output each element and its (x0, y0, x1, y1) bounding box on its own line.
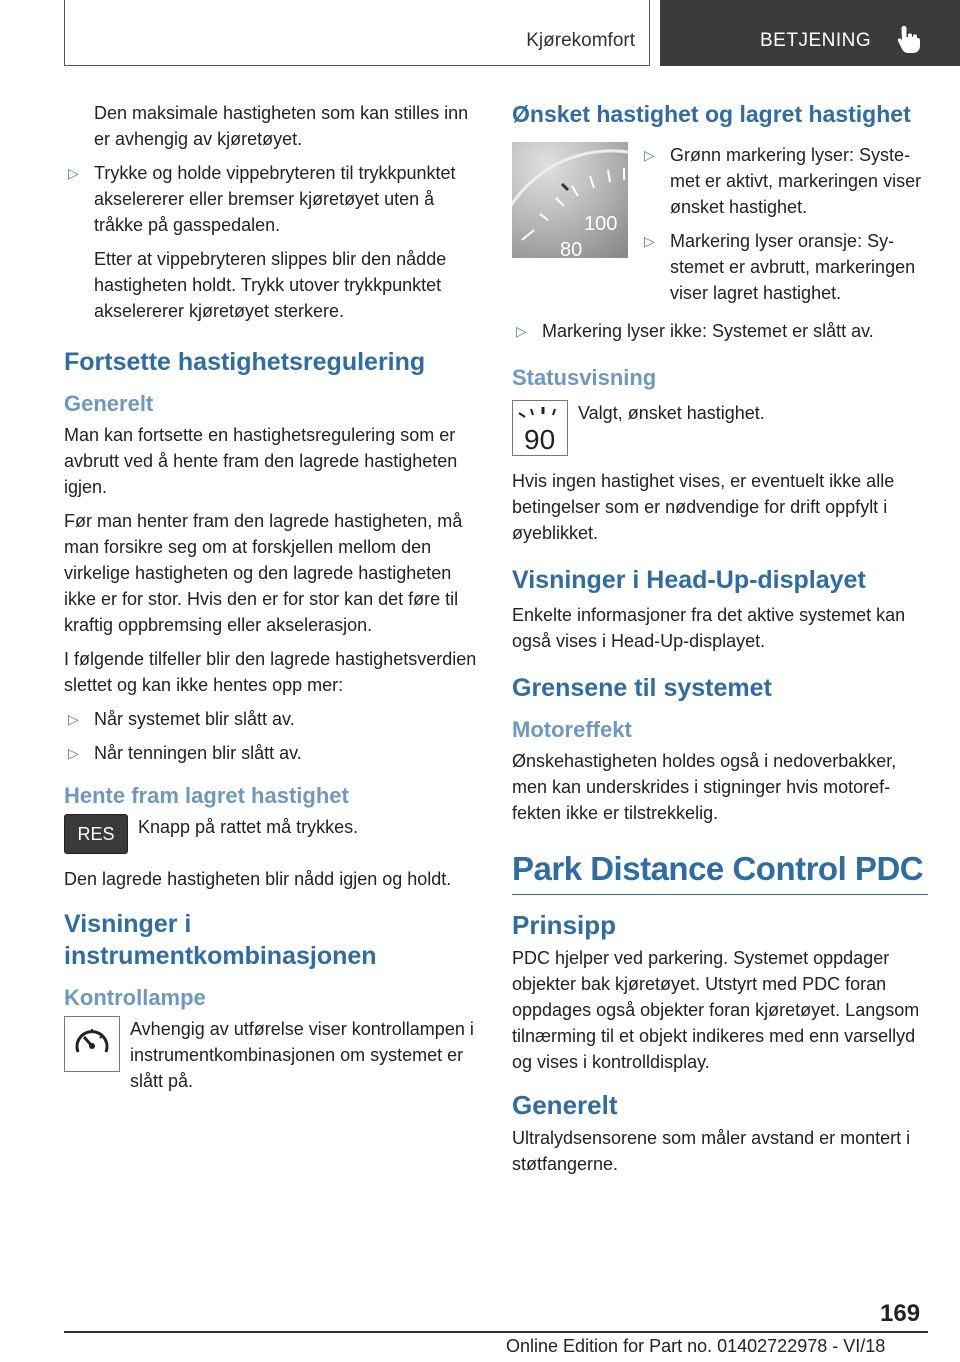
footer-divider (64, 1331, 928, 1333)
paragraph: Ønskehastigheten holdes også i nedoverbakker, men kan underskrides i stigninger hvis motoreffekten ikke er tilstrekkelig. (512, 751, 897, 823)
bullet-item (64, 160, 480, 238)
paragraph: Den maksimale hastigheten som kan stilles inn er avhengig av kjøretøyet. (94, 103, 469, 149)
bullet-item (64, 740, 480, 766)
bullet-item (640, 228, 928, 306)
res-label: RES (77, 823, 115, 844)
paragraph: Enkelte informasjoner fra det aktive systemet kan også vises i Head-Up-displayet. (512, 605, 906, 651)
bullet-text: Markering lyser ikke: Systemet er slått av. (542, 321, 874, 341)
status-text: Valgt, ønsket hastighet. (578, 403, 765, 423)
paragraph: Hvis ingen hastighet vises, er eventuelt ikke alle betingelser som er nødvendige for drift oppfylt i øyeblikket. (512, 471, 895, 543)
res-text: Knapp på rattet må trykkes. (138, 817, 359, 837)
paragraph: I følgende tilfeller blir den lagrede hastighetsverdien slettet og kan ikke hentes opp mer: (64, 649, 477, 695)
heading-pdc: Park Distance Control PDC (512, 848, 928, 895)
hand-pointer-icon (896, 24, 922, 54)
heading-kontrollampe: Kontrollampe (64, 985, 206, 1010)
triangle-bullet-icon: ▷ (68, 745, 79, 761)
bullet-text: Når tenningen blir slått av. (94, 743, 302, 763)
kontrollampe-text: Avhengig av utførelse viser kontrollampen i instrumentkombinasjonen om systemet er slått på. (130, 1019, 474, 1091)
bullet-item (64, 706, 480, 732)
heading-fortsette: Fortsette hastighetsregulering (64, 348, 426, 376)
page-number: 169 (880, 1300, 921, 1327)
heading-hud: Visninger i Head-Up-displayet (512, 566, 866, 594)
status-row (512, 400, 928, 456)
heading-generelt-pdc: Generelt (512, 1090, 618, 1120)
speed-status-icon (512, 400, 568, 456)
gauge-label-80: 80 (560, 239, 583, 258)
triangle-bullet-icon: ▷ (68, 165, 79, 181)
heading-onsket: Ønsket hastighet og lagret hastighet (512, 101, 911, 127)
bullet-text: Markering lyser oransje: Systemet er avbrutt, markeringen viser lagret hastighet. (670, 231, 916, 303)
heading-grensene: Grensene til systemet (512, 674, 772, 702)
heading-prinsipp: Prinsipp (512, 910, 617, 940)
paragraph: Ultralydsensorene som måler avstand er montert i støtfangerne. (512, 1128, 911, 1174)
speedometer-icon (64, 1016, 120, 1072)
header-section-box (64, 0, 650, 66)
bullet-item (640, 142, 928, 220)
res-button-row (64, 814, 480, 854)
heading-hente: Hente fram lagret hastighet (64, 783, 349, 808)
heading-visninger: Visninger i instrumentkombinasjonen (64, 910, 377, 970)
paragraph: Etter at vippebryteren slippes blir den nådde hastigheten holdt. Trykk utover trykkpunktet akselererer kjøretøyet sterkere. (94, 249, 447, 321)
triangle-bullet-icon: ▷ (68, 711, 79, 727)
bullet-text: Trykke og holde vippebryteren til trykkpunktet akselererer eller bremser kjøretøyet uten å tråkke på gasspedalen. (94, 163, 456, 235)
heading-statusvisning: Statusvisning (512, 365, 657, 390)
heading-motoreffekt: Motoreffekt (512, 717, 632, 742)
paragraph: Den lagrede hastigheten blir nådd igjen og holdt. (64, 869, 452, 889)
triangle-bullet-icon: ▷ (516, 323, 527, 339)
gauge-row (512, 142, 928, 314)
right-column (512, 100, 928, 1185)
gauge-label-100: 100 (584, 213, 618, 235)
edition-text: Online Edition for Part no. 01402722978 - VI/18 (506, 1336, 886, 1356)
heading-generelt: Generelt (64, 391, 154, 416)
paragraph: Man kan fortsette en hastighetsregulering som er avbrutt ved å hente fram den lagrede hastigheten igjen. (64, 425, 458, 497)
section-title: Kjørekomfort (526, 30, 635, 51)
res-button-icon (64, 814, 128, 854)
triangle-bullet-icon: ▷ (644, 147, 655, 163)
left-column (64, 100, 480, 1106)
paragraph: PDC hjelper ved parkering. Systemet oppdager objekter bak kjøretøyet. Utstyrt med PDC foran oppdages også objekter foran kjøretøyet. Langsom tilnærming til et objekt indikeres med enn varsellyd og vises i kontrolldisplay. (512, 948, 920, 1072)
bullet-text: Når systemet blir slått av. (94, 709, 295, 729)
triangle-bullet-icon: ▷ (644, 233, 655, 249)
bullet-text: Grønn markering lyser: Systemet er aktivt, markeringen viser ønsket hastighet. (670, 145, 922, 217)
speed-gauge-image (512, 142, 628, 258)
status-speed-number: 90 (524, 424, 556, 455)
kontrollampe-row (64, 1016, 480, 1094)
chapter-title: BETJENING (760, 30, 872, 51)
paragraph: Før man henter fram den lagrede hastigheten, må man forsikre seg om at forskjellen mellom den virkelige hastigheten og den lagrede hastigheten ikke er for stor. Hvis den er for stor kan det føre til kraftig oppbremsing eller akselerasjon. (64, 511, 463, 635)
header-chapter-box (660, 0, 960, 66)
bullet-item (512, 318, 928, 344)
